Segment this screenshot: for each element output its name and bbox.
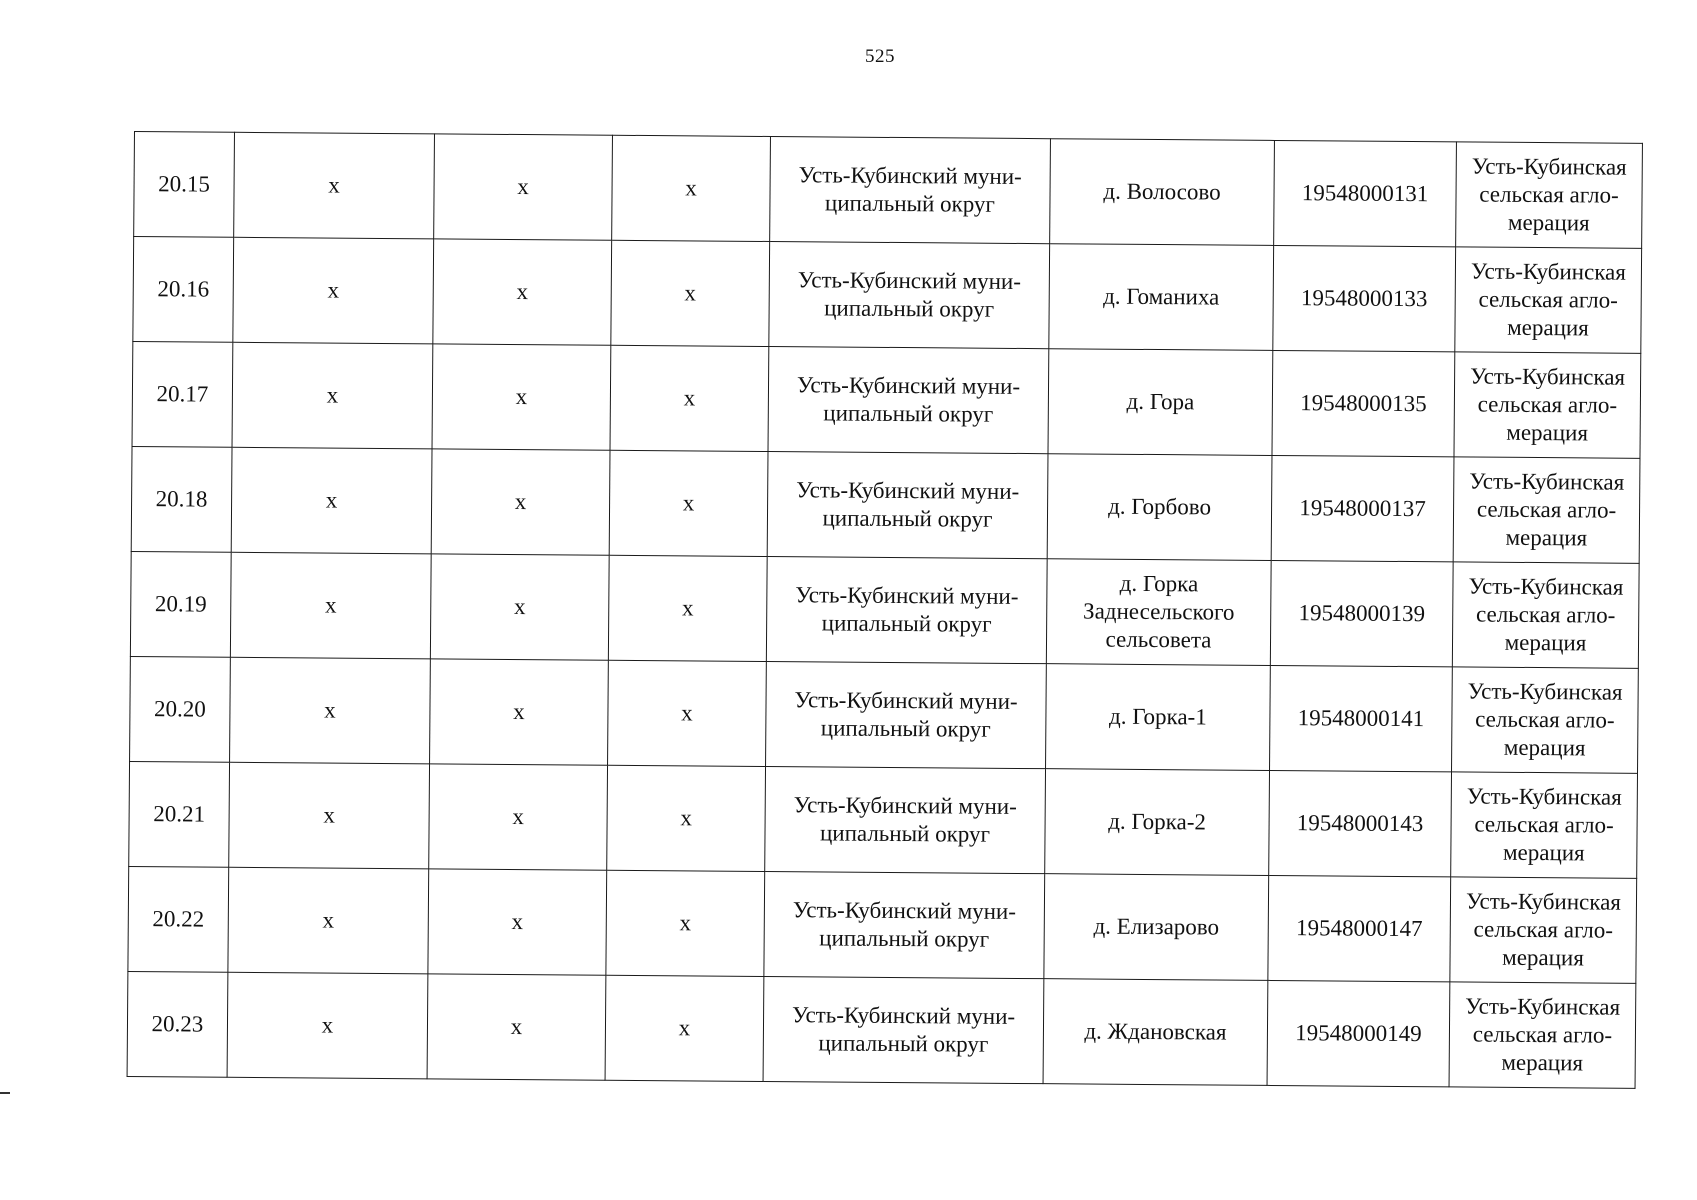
code-cell: 19548000137: [1271, 455, 1454, 561]
row-number: 20.20: [130, 656, 231, 762]
district-cell: Усть-Кубинский муни- ципальный округ: [767, 451, 1048, 558]
cell-x: x: [605, 975, 764, 1081]
cell-x: x: [231, 447, 432, 554]
cell-x: x: [230, 657, 431, 764]
cell-x: x: [227, 972, 428, 1079]
agglomeration-cell: Усть-Кубинская сельская агло- мерация: [1452, 562, 1639, 668]
agglomeration-cell: Усть-Кубинская сельская агло- мерация: [1456, 142, 1643, 248]
cell-x: x: [228, 867, 429, 974]
code-cell: 19548000147: [1268, 875, 1451, 981]
table-row: [133, 237, 1642, 354]
row-number: 20.15: [134, 132, 235, 238]
cell-x: x: [611, 240, 770, 346]
table-row: [130, 551, 1639, 668]
cell-x: x: [429, 764, 608, 870]
district-cell: Усть-Кубинский муни- ципальный округ: [763, 976, 1044, 1083]
table-row: [129, 761, 1638, 878]
code-cell: 19548000133: [1273, 245, 1456, 351]
row-number: 20.16: [133, 237, 234, 343]
table-container: [127, 131, 1642, 1089]
locality-cell: д. Волосово: [1050, 139, 1275, 246]
agglomeration-cell: Усть-Кубинская сельская агло- мерация: [1450, 877, 1637, 983]
agglomeration-cell: Усть-Кубинская сельская агло- мерация: [1454, 352, 1641, 458]
table-body: [127, 132, 1642, 1089]
cell-x: x: [612, 135, 771, 241]
cell-x: x: [232, 342, 433, 449]
cell-x: x: [430, 659, 609, 765]
district-cell: Усть-Кубинский муни- ципальный округ: [766, 661, 1047, 768]
agglomeration-cell: Усть-Кубинская сельская агло- мерация: [1452, 667, 1639, 773]
district-cell: Усть-Кубинский муни- ципальный округ: [766, 556, 1047, 663]
agglomeration-cell: Усть-Кубинская сельская агло- мерация: [1449, 982, 1636, 1088]
row-number: 20.23: [127, 971, 228, 1077]
cell-x: x: [431, 449, 610, 555]
cell-x: x: [608, 555, 767, 661]
code-cell: 19548000143: [1269, 770, 1452, 876]
table-row: [134, 132, 1643, 249]
locality-cell: д. Горка-1: [1046, 664, 1271, 771]
row-number: 20.19: [130, 551, 231, 657]
locality-cell: д. Ждановская: [1043, 979, 1268, 1086]
locality-cell: д. Горбово: [1047, 454, 1272, 561]
district-cell: Усть-Кубинский муни- ципальный округ: [768, 346, 1049, 453]
code-cell: 19548000135: [1272, 350, 1455, 456]
cell-x: x: [433, 239, 612, 345]
row-number: 20.17: [132, 341, 233, 447]
cell-x: x: [434, 134, 613, 240]
table-row: [127, 971, 1636, 1088]
cell-x: x: [609, 450, 768, 556]
cell-x: x: [230, 552, 431, 659]
district-cell: Усть-Кубинский муни- ципальный округ: [770, 136, 1051, 243]
cell-x: x: [608, 660, 767, 766]
table-row: [128, 866, 1637, 983]
cell-x: x: [432, 344, 611, 450]
cell-x: x: [234, 132, 435, 239]
cell-x: x: [428, 869, 607, 975]
cell-x: x: [430, 554, 609, 660]
page-number: 525: [865, 46, 895, 67]
table-row: [132, 341, 1641, 458]
agglomeration-cell: Усть-Кубинская сельская агло- мерация: [1451, 772, 1638, 878]
margin-mark: [0, 1092, 10, 1094]
locality-cell: д. Горка-2: [1045, 769, 1270, 876]
table-row: [131, 446, 1640, 563]
row-number: 20.22: [128, 866, 229, 972]
agglomeration-cell: Усть-Кубинская сельская агло- мерация: [1453, 457, 1640, 563]
district-cell: Усть-Кубинский муни- ципальный округ: [765, 766, 1046, 873]
locality-cell: д. Елизарово: [1044, 874, 1269, 981]
cell-x: x: [427, 974, 606, 1080]
cell-x: x: [607, 765, 766, 871]
district-cell: Усть-Кубинский муни- ципальный округ: [764, 871, 1045, 978]
cell-x: x: [606, 870, 765, 976]
locality-cell: д. Гора: [1048, 349, 1273, 456]
locality-cell: д. Горка Заднесельского сельсовета: [1046, 559, 1271, 666]
cell-x: x: [229, 762, 430, 869]
code-cell: 19548000131: [1274, 140, 1457, 246]
row-number: 20.18: [131, 446, 232, 552]
code-cell: 19548000139: [1270, 560, 1453, 666]
code-cell: 19548000141: [1270, 665, 1453, 771]
data-table: [127, 131, 1643, 1089]
cell-x: x: [610, 345, 769, 451]
row-number: 20.21: [129, 761, 230, 867]
table-row: [130, 656, 1639, 773]
district-cell: Усть-Кубинский муни- ципальный округ: [769, 241, 1050, 348]
code-cell: 19548000149: [1267, 980, 1450, 1086]
agglomeration-cell: Усть-Кубинская сельская агло- мерация: [1455, 247, 1642, 353]
cell-x: x: [233, 237, 434, 344]
locality-cell: д. Гоманиха: [1049, 244, 1274, 351]
